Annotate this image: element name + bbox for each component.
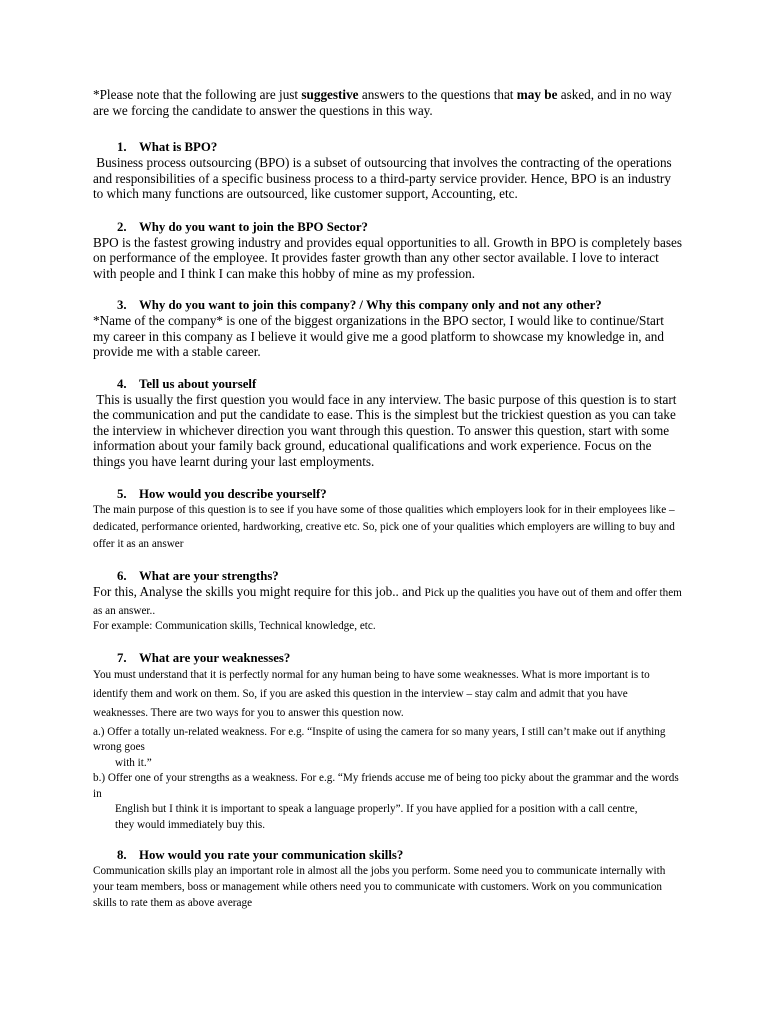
question-answer (93, 584, 683, 619)
question-answer: Business process outsourcing (BPO) is a subset of outsourcing that involves the contracting of the operations and responsibilities of a specific business process to a third-party service provider. Hence, BPO is an industry to which many functions are outsourced, like customer support, Accounting, etc. (93, 155, 675, 201)
intro-text-1: *Please note that the following are just (93, 87, 302, 102)
question-title-text: What is BPO? (139, 140, 218, 154)
question-title-text: What are your weaknesses? (139, 650, 291, 665)
intro-bold-may-be: may be (516, 87, 558, 102)
answer-text-small: Pick up the qualities you have out of them and offer them as an answer.. (93, 587, 682, 617)
option-b: b.) Offer one of your strengths as a weakness. For e.g. “My friends accuse me of being too picky about the grammar and the words in (93, 772, 679, 800)
question-7 (93, 650, 683, 834)
intro-text-2: answers to the questions that (358, 87, 517, 102)
question-1 (93, 139, 683, 202)
question-6 (93, 568, 683, 635)
question-3 (93, 297, 683, 360)
question-title-text: Tell us about yourself (139, 376, 257, 391)
intro-text-3: asked, and in no way are we forcing the candidate to answer the questions in this way. (93, 87, 672, 118)
question-2 (93, 219, 683, 282)
answer-text-large: For this, Analyse the skills you might require for this job.. and (93, 584, 425, 599)
option-b-continuation: English but I think it is important to speak a language properly”. If you have applied for a position with a call centre, they would immediately buy this. (115, 803, 638, 831)
option-a: a.) Offer a totally un-related weakness. For e.g. “Inspite of using the camera for so many years, I still can’t make out if anything wrong goes (93, 725, 666, 753)
question-number: 1. (117, 140, 127, 154)
document-page (93, 87, 683, 911)
question-title-text: How would you describe yourself? (139, 487, 327, 501)
question-title (93, 297, 683, 313)
question-answer: You must understand that it is perfectly normal for any human being to have some weaknesses. What is more important is to identify them and work on them. So, if you are asked this question in the interview – stay calm and admit that you have weaknesses. There are two ways for you to answer this question now. (93, 668, 650, 719)
question-number: 3. (117, 298, 127, 312)
question-title-text: Why do you want to join the BPO Sector? (139, 219, 368, 234)
option-a-continuation: with it.” (115, 756, 152, 769)
intro-note (93, 87, 683, 119)
question-title (93, 486, 683, 502)
question-number: 2. (117, 219, 127, 234)
question-title-text: Why do you want to join this company? / Why this company only and not any other? (139, 298, 602, 312)
question-4 (93, 376, 683, 470)
question-title (93, 219, 683, 235)
question-5 (93, 486, 683, 553)
question-answer: Communication skills play an important role in almost all the jobs you perform. Some need you to communicate internally with your team members, boss or management while others need you to communicate with customers. Work on you communication skills to rate them as above average (93, 865, 666, 909)
question-answer: This is usually the first question you would face in any interview. The basic purpose of this question is to start the communication and put the candidate to ease. This is the simplest but the trickiest question as you can take the interview in whichever direction you want through this question. To answer this question, start with some information about your family back ground, educational qualifications and work experience. Focus on the things you have learnt during your last employments. (93, 391, 680, 469)
question-number: 8. (117, 848, 127, 862)
question-answer: BPO is the fastest growing industry and provides equal opportunities to all. Growth in BPO is completely bases on performance of the employee. It provides faster growth than any other sector available. I love to interact with people and I think I can make this hobby of mine as my profession. (93, 234, 682, 281)
question-8 (93, 847, 683, 911)
question-answer: *Name of the company* is one of the biggest organizations in the BPO sector, I would like to continue/Start my career in this company as I believe it would give me a good platform to showcase my knowledge in, and provide me with a stable career. (93, 313, 664, 359)
question-number: 7. (117, 650, 127, 665)
question-title (93, 139, 683, 155)
question-number: 5. (117, 487, 127, 501)
question-title (93, 376, 683, 392)
question-number: 4. (117, 376, 127, 391)
question-title-text: How would you rate your communication skills? (139, 848, 404, 862)
intro-bold-suggestive: suggestive (301, 87, 359, 102)
question-title (93, 650, 683, 666)
question-number: 6. (117, 569, 127, 583)
question-title (93, 847, 683, 863)
question-title-text: What are your strengths? (139, 569, 279, 583)
answer-example: For example: Communication skills, Technical knowledge, etc. (93, 620, 376, 632)
question-answer: The main purpose of this question is to see if you have some of those qualities which employers look for in their employees like – dedicated, performance oriented, hardworking, creative etc. So, pick one of your qualities which employers are willing to buy and offer it as an answer (93, 504, 675, 550)
question-title (93, 568, 683, 584)
